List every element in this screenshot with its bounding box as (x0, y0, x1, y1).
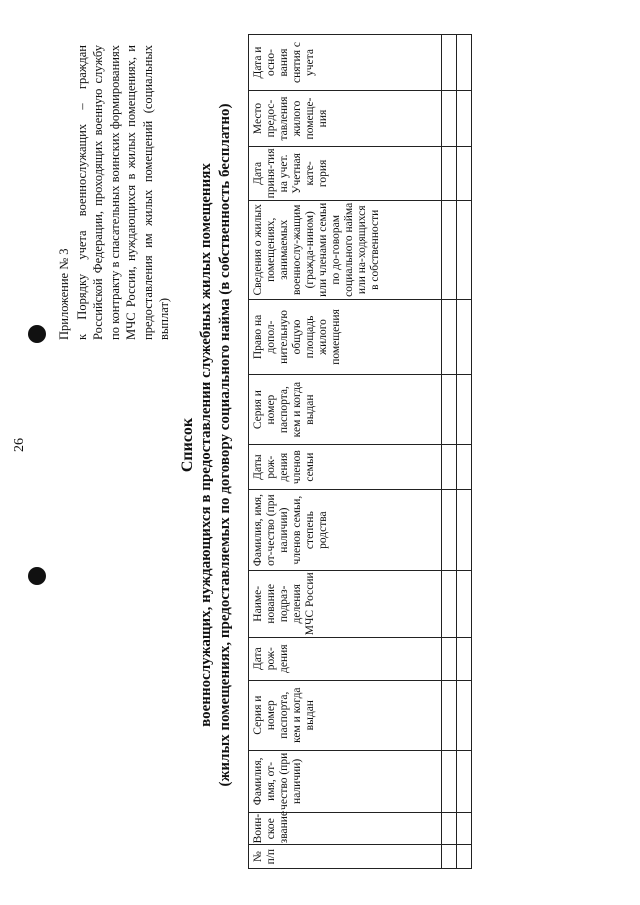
list-table-wrapper (248, 34, 472, 869)
column-header: № п/п (249, 845, 442, 869)
table-cell (442, 375, 457, 445)
table-header-row (249, 35, 442, 869)
column-header: Дата рож-дения (249, 637, 442, 680)
table-cell (442, 35, 457, 91)
column-header: Фамилия, имя, от-чество (при наличии) членов семьи, степень родства (249, 490, 442, 571)
column-header: Дата приня-тия на учет. Учетная кате-гория (249, 147, 442, 201)
table-cell (442, 445, 457, 490)
appendix-note (56, 45, 173, 340)
table-cell (457, 813, 472, 845)
appendix-heading: Приложение № 3 (57, 248, 71, 340)
table-cell (457, 750, 472, 812)
column-header: Наиме-нование подраз-деления МЧС России (249, 570, 442, 637)
table-cell (442, 91, 457, 147)
title-line-1: Список (179, 417, 196, 473)
table-cell (457, 637, 472, 680)
table-cell (442, 570, 457, 637)
title-line-2: военнослужащих, нуждающихся в предоставлении служебных жилых помещениях (198, 163, 214, 727)
table-cell (457, 680, 472, 750)
column-header: Серия и номер паспорта, кем и когда выдан (249, 375, 442, 445)
table-cell (442, 845, 457, 869)
column-header: Фамилия, имя, от-чество (при наличии) (249, 750, 442, 812)
table-cell (442, 490, 457, 571)
appendix-text: к Порядку учета военнослужащих – граждан Российской Федерации, проходящих военную службу по контракту в спасательных воинских формированиях МЧС России, нуждающихся в жилых помещениях, и предоставления им жилых помещений (социальных выплат) (74, 45, 171, 340)
table-cell (457, 445, 472, 490)
column-header: Сведения о жилых помещениях, занимаемых военнослу-жащим (гражда-нином) или членами семьи по до-говорам социального найма или на-ходящихся в собственности (249, 200, 442, 299)
table-cell (457, 35, 472, 91)
table-cell (442, 299, 457, 374)
column-header: Право на допол-нительную общую площадь жилого помещения (249, 299, 442, 374)
title-line-3: (жилых помещениях, предоставляемых по договору социального найма (в собственность бесплатно) (217, 103, 233, 787)
table-cell (457, 375, 472, 445)
table-cell (457, 200, 472, 299)
table-cell (442, 200, 457, 299)
table-cell (442, 147, 457, 201)
table-cell (442, 680, 457, 750)
column-header: Даты рож-дения членов семьи (249, 445, 442, 490)
document-title (178, 45, 235, 845)
table-cell (457, 299, 472, 374)
table-cell (457, 490, 472, 571)
list-table (248, 34, 472, 869)
table-row (457, 35, 472, 869)
table-row (442, 35, 457, 869)
table-cell (457, 845, 472, 869)
table-cell (442, 637, 457, 680)
table-cell (442, 750, 457, 812)
column-header: Воин-ское звание (249, 813, 442, 845)
table-cell (457, 147, 472, 201)
column-header: Место предос-тавления жилого помеще-ния (249, 91, 442, 147)
table-cell (442, 813, 457, 845)
page-number: 26 (12, 438, 27, 452)
table-cell (457, 570, 472, 637)
column-header: Дата и осно-вания снятия с учета (249, 35, 442, 91)
table-cell (457, 91, 472, 147)
column-header: Серия и номер паспорта, кем и когда выдан (249, 680, 442, 750)
